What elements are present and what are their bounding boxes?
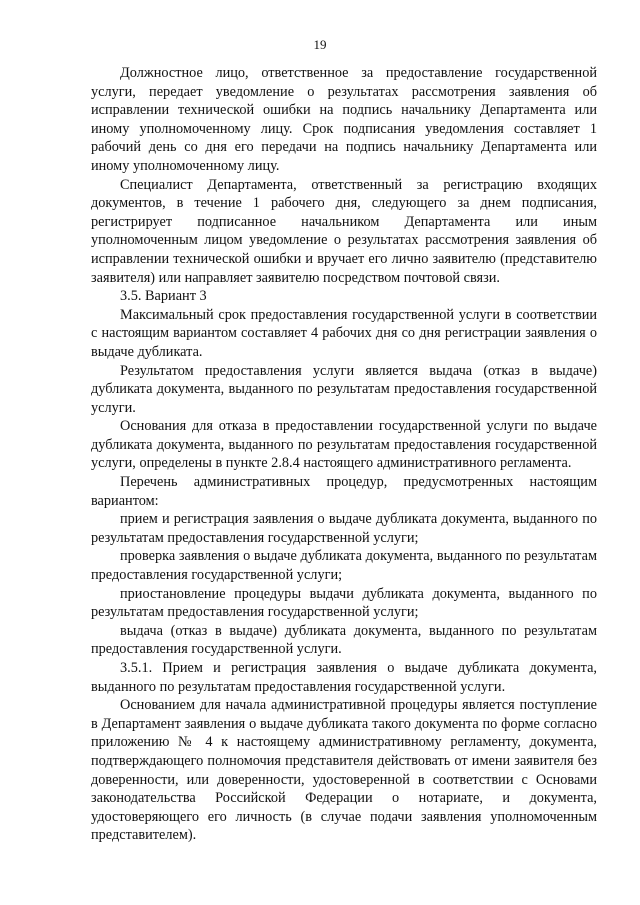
list-item-reception: прием и регистрация заявления о выдаче дубликата документа, выданного по результатам предоставления государственной услуги;	[91, 511, 597, 546]
paragraph-registration-delivery: Специалист Департамента, ответственный за регистрацию входящих документов, в течение 1 рабочего дня, следующего за днем подписания, регистрирует подписанное начальником Департамента или иным уполномоченным лицом уведомление о результатах рассмотрения заявления об исправлении технической ошибки и вручает его лично заявителю (представителю заявителя) или направляет заявителю посредством почтовой связи.	[91, 176, 597, 286]
paragraph-notification-signing: Должностное лицо, ответственное за предоставление государственной услуги, передает уведомление о результатах рассмотрения заявления об исправлении технической ошибки на подпись начальнику Департамента или иному уполномоченному лицу. Срок подписания уведомления составляет 1 рабочий день со дня его передачи на подпись начальнику Департамента или иному уполномоченному лицу.	[91, 65, 597, 174]
paragraph-procedures-list-intro: Перечень административных процедур, предусмотренных настоящим вариантом:	[91, 474, 597, 509]
paragraph-max-term: Максимальный срок предоставления государственной услуги в соответствии с настоящим вариантом составляет 4 рабочих дня со дня регистрации заявления о выдаче дубликата.	[91, 306, 597, 360]
list-item-suspension: приостановление процедуры выдачи дубликата документа, выданного по результатам предоставления государственной услуги;	[91, 585, 597, 621]
list-item-verification: проверка заявления о выдаче дубликата документа, выданного по результатам предоставления государственной услуги;	[91, 548, 597, 584]
document-body	[91, 64, 597, 845]
subsection-heading-3-5-1: 3.5.1. Прием и регистрация заявления о выдаче дубликата документа, выданного по результатам предоставления государственной услуги.	[91, 660, 597, 695]
paragraph-refusal-grounds: Основания для отказа в предоставлении государственной услуги по выдаче дубликата документа, выданного по результатам предоставления государственной услуги, определены в пункте 2.8.4 настоящего административного регламента.	[91, 418, 597, 472]
page-number: 19	[313, 37, 327, 52]
list-item-issuance: выдача (отказ в выдаче) дубликата документа, выданного по результатам предоставления государственной услуги.	[91, 622, 597, 658]
paragraph-result: Результатом предоставления услуги является выдача (отказ в выдаче) дубликата документа, выданного по результатам предоставления государственной услуги.	[91, 362, 597, 416]
section-heading-variant-3: 3.5. Вариант 3	[120, 288, 207, 305]
paragraph-procedure-basis: Основанием для начала административной процедуры является поступление в Департамент заявления о выдаче дубликата такого документа по форме согласно приложению № 4 к настоящему административному регламенту, документа, подтверждающего полномочия представителя действовать от имени заявителя без доверенности, или доверенности, удостоверенной в соответствии с Основами законодательства Российской Федерации о нотариате, и документа, удостоверяющего его личность (в случае подачи заявления уполномоченным представителем).	[91, 697, 597, 844]
